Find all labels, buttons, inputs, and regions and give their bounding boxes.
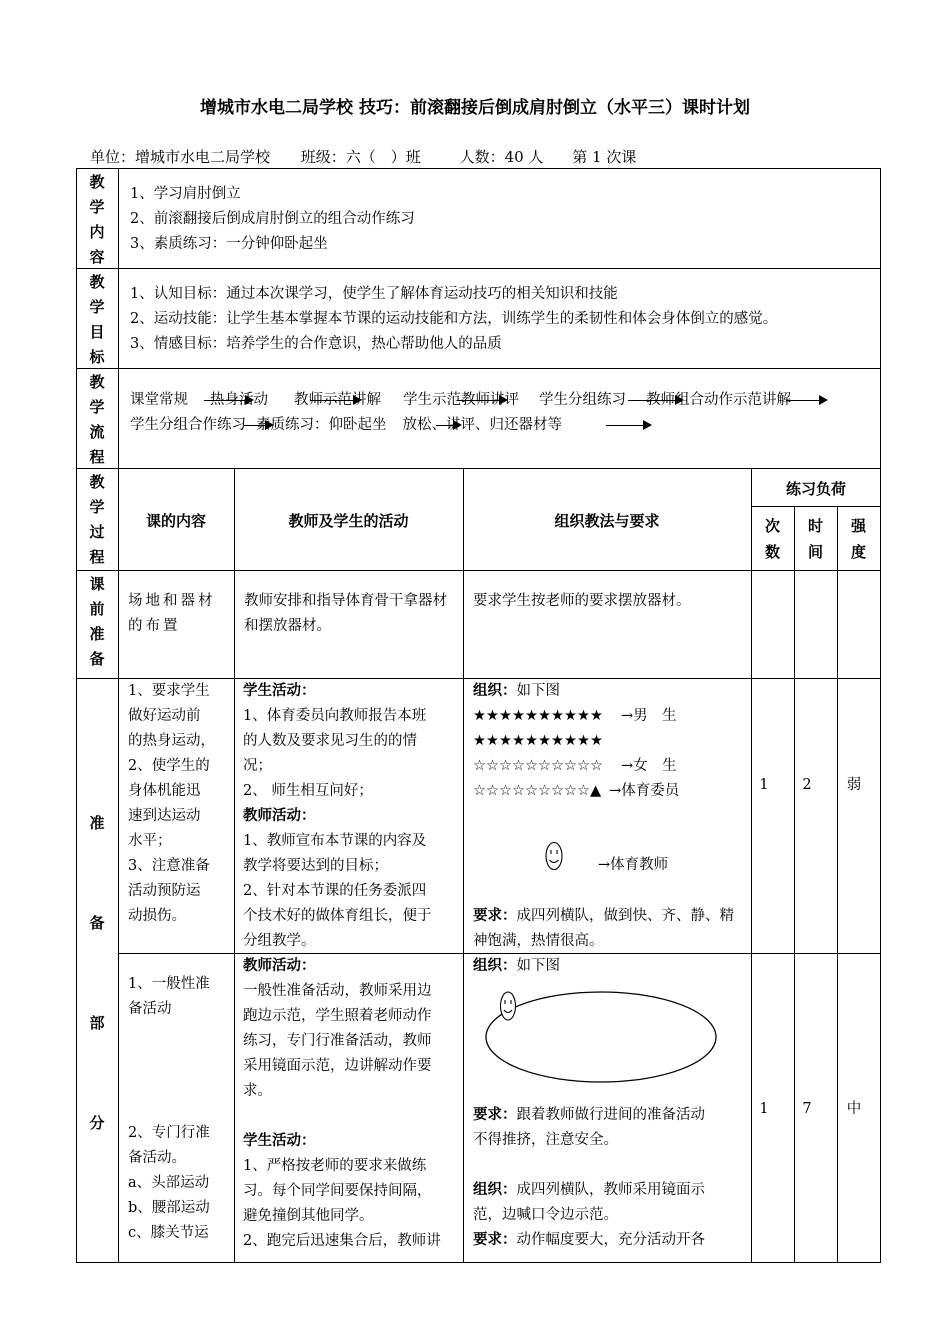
unit-label: 单位：增城市水电二局学校 [90, 148, 271, 166]
teacher-activity-heading: 教师活动： [243, 958, 316, 974]
row2-intensity: 中 [846, 1101, 862, 1117]
flow-step: 教师组合动作示范讲解 [646, 392, 791, 408]
student-activity-heading: 学生活动： [243, 683, 316, 699]
header-times: 次 数 [764, 517, 780, 561]
row2-content-specific: 2、专门行准 备活动。 a、头部运动 b、腰部运动 c、膝关节运 [128, 1125, 210, 1241]
flow-step: 热身活动 [210, 392, 268, 408]
count-label: 人数：40 人 [459, 148, 544, 166]
flow-arrow [606, 425, 650, 426]
boys-formation: ★★★★★★★★★★ [473, 733, 603, 749]
teacher-smiley-icon [545, 841, 563, 875]
flow-step: 课堂常规 [130, 392, 188, 408]
flow-arrow [628, 400, 682, 401]
teacher-activity-heading: 教师活动： [243, 808, 316, 824]
row1-activity: 学生活动： 1、体育委员向教师报告本班 的人数及要求见习生的的情 况； 2、 师生相互问好； 教师活动： 1、教师宣布本节课的内容及 教学将要达到的目标； 2、针对本节课的任务委派四 个技术好的做体育组长，便于 分组教学。 [243, 679, 432, 954]
row2-activity: 教师活动： 一般性准备活动，教师采用边 跑边示范，学生照着老师动作 练习，专门行准备活动，教师 采用镜面示范，边讲解动作要 求。 学生活动： 1、严格按老师的要求来做练 习。每个同学间要保持间隔， 避免撞倒其他同学。 2、跑完后迅速集合后，教师讲 [243, 954, 441, 1254]
row1-requirement: 要求：成四列横队，做到快、齐、静、精 神饱满，热情很高。 [473, 908, 734, 949]
flow-arrow [436, 425, 460, 426]
label-prep-part: 准 备 部 分 [89, 814, 105, 1132]
row1-organization: 组织：如下图 ★★★★★★★★★★ →男 生 ★★★★★★★★★★ ☆☆☆☆☆☆☆☆☆☆ →女 生 ☆☆☆☆☆☆☆☆☆▲ →体育委员 [473, 679, 749, 804]
boys-formation: ★★★★★★★★★★ [473, 708, 603, 724]
class-label: 班级：六（ ）班 [300, 148, 421, 166]
lesson-info [90, 146, 636, 167]
row1-times: 1 [759, 777, 769, 793]
row1-content: 1、要求学生 做好运动前 的热身运动， 2、使学生的 身体机能迅 速到达运动 水平； 3、注意准备 活动预防运 动损伤。 [128, 683, 215, 924]
girls-formation: ☆☆☆☆☆☆☆☆☆☆ [473, 758, 603, 774]
label-pre-class-prep: 课 前 准 备 [89, 575, 105, 668]
header-intensity: 强 度 [850, 517, 866, 561]
label-teaching-process: 教 学 过 程 [89, 473, 105, 566]
running-track-diagram [484, 982, 722, 1092]
flow-arrow [786, 400, 826, 401]
header-org-method: 组织教法与要求 [554, 512, 660, 530]
header-practice-load: 练习负荷 [785, 480, 846, 498]
page-title: 增城市水电二局学校 技巧：前滚翻接后倒成肩肘倒立（水平三）课时计划 [200, 98, 750, 118]
flow-step: 素质练习：仰卧起坐 [256, 417, 387, 433]
prep-content: 场地和器材的布置 [128, 593, 216, 634]
prep-activity: 教师安排和指导体育骨干拿器材和摆放器材。 [244, 593, 447, 634]
flow-step: 教师示范讲解 [294, 392, 381, 408]
flow-arrow [244, 425, 272, 426]
teaching-content-list: 1、学习肩肘倒立 2、前滚翻接后倒成肩肘倒立的组合动作练习 3、素质练习：一分钟仰卧起坐 [130, 186, 415, 252]
lesson-number: 第 1 次课 [572, 148, 637, 166]
label-teaching-content: 教 学 内 容 [89, 173, 105, 266]
row2-times: 1 [759, 1101, 769, 1117]
teacher-position-label: →体育教师 [598, 857, 669, 873]
row2-duration: 7 [802, 1101, 812, 1117]
student-activity-heading: 学生活动： [243, 1133, 316, 1149]
flow-arrow [204, 400, 252, 401]
header-duration: 时 间 [807, 517, 823, 561]
flow-step: 学生分组合作练习 [130, 417, 246, 433]
flow-step: 学生分组练习 [539, 392, 626, 408]
row2-organization: 组织：如下图 [473, 958, 560, 974]
flow-step: 放松、讲评、归还器材等 [402, 417, 562, 433]
row2-requirement: 要求：跟着教师做行进间的准备活动 不得推挤，注意安全。 组织：成四列横队，教师采用镜面示 范，边喊口令边示范。 要求：动作幅度要大，充分活动开各 [473, 1107, 705, 1248]
header-lesson-content: 课的内容 [145, 512, 206, 530]
teaching-goals-list: 1、认知目标：通过本次课学习，使学生了解体育运动技巧的相关知识和技能 2、运动技能：让学生基本掌握本节课的运动技能和方法，训练学生的柔韧性和体会身体倒立的感觉。 3、情感目标：培养学生的合作意识，热心帮助他人的品质 [130, 286, 778, 352]
label-teaching-goals: 教 学 目 标 [89, 273, 105, 366]
prep-method: 要求学生按老师的要求摆放器材。 [473, 593, 691, 609]
row1-duration: 2 [802, 777, 812, 793]
header-activities: 教师及学生的活动 [288, 512, 409, 530]
row2-content-general: 1、一般性准 备活动 [128, 976, 210, 1017]
flow-arrow [310, 400, 360, 401]
teacher-smiley-icon [501, 992, 516, 1020]
label-teaching-flow: 教 学 流 程 [89, 373, 105, 466]
girls-formation: ☆☆☆☆☆☆☆☆☆▲ [473, 783, 602, 799]
flow-arrow [458, 400, 506, 401]
flow-step: 学生示范教师讲评 [403, 392, 519, 408]
row1-intensity: 弱 [846, 777, 862, 793]
